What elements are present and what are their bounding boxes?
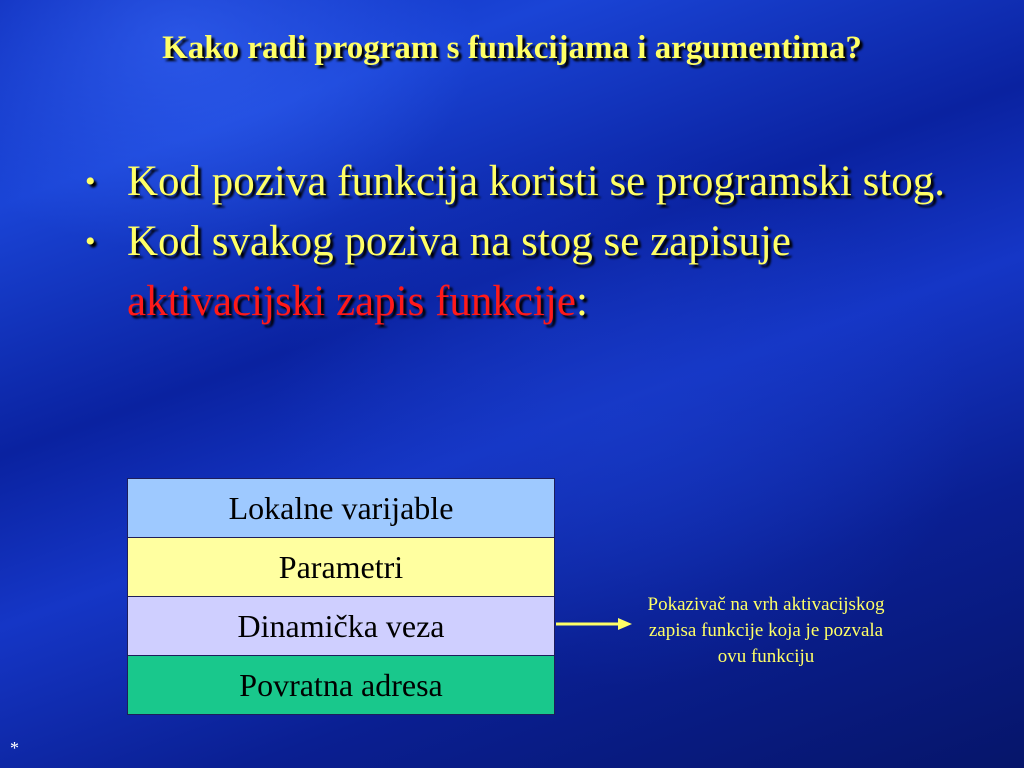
slide-title: Kako radi program s funkcijama i argumentima? [162,30,862,66]
arrow-right-icon [556,612,636,636]
record-row-parameters [128,538,555,597]
bullet-text: Kod poziva funkcija koristi se programski stog. [127,158,946,205]
bullet-list [85,152,965,332]
bullet-text: Kod svakog poziva na stog se zapisuje [127,218,791,265]
bullet-text-suffix: : [575,278,588,325]
record-cell: Dinamička veza [128,597,555,656]
activation-record-table [127,478,555,715]
bullet-dot-icon: • [85,225,96,258]
record-row-dynamic-link [128,597,555,656]
record-cell: Povratna adresa [128,656,555,715]
bullet-dot-icon: • [85,165,96,198]
pointer-note: Pokazivač na vrh aktivacijskog zapisa funkcije koja je pozvala ovu funkciju [647,594,885,667]
bullet-item [85,212,965,332]
record-row-local-variables [128,479,555,538]
highlight-text: aktivacijski zapis funkcije [127,278,576,325]
record-row-return-address [128,656,555,715]
record-cell: Parametri [128,538,555,597]
record-cell: Lokalne varijable [128,479,555,538]
footer-mark: * [10,738,19,758]
bullet-item [85,152,965,212]
